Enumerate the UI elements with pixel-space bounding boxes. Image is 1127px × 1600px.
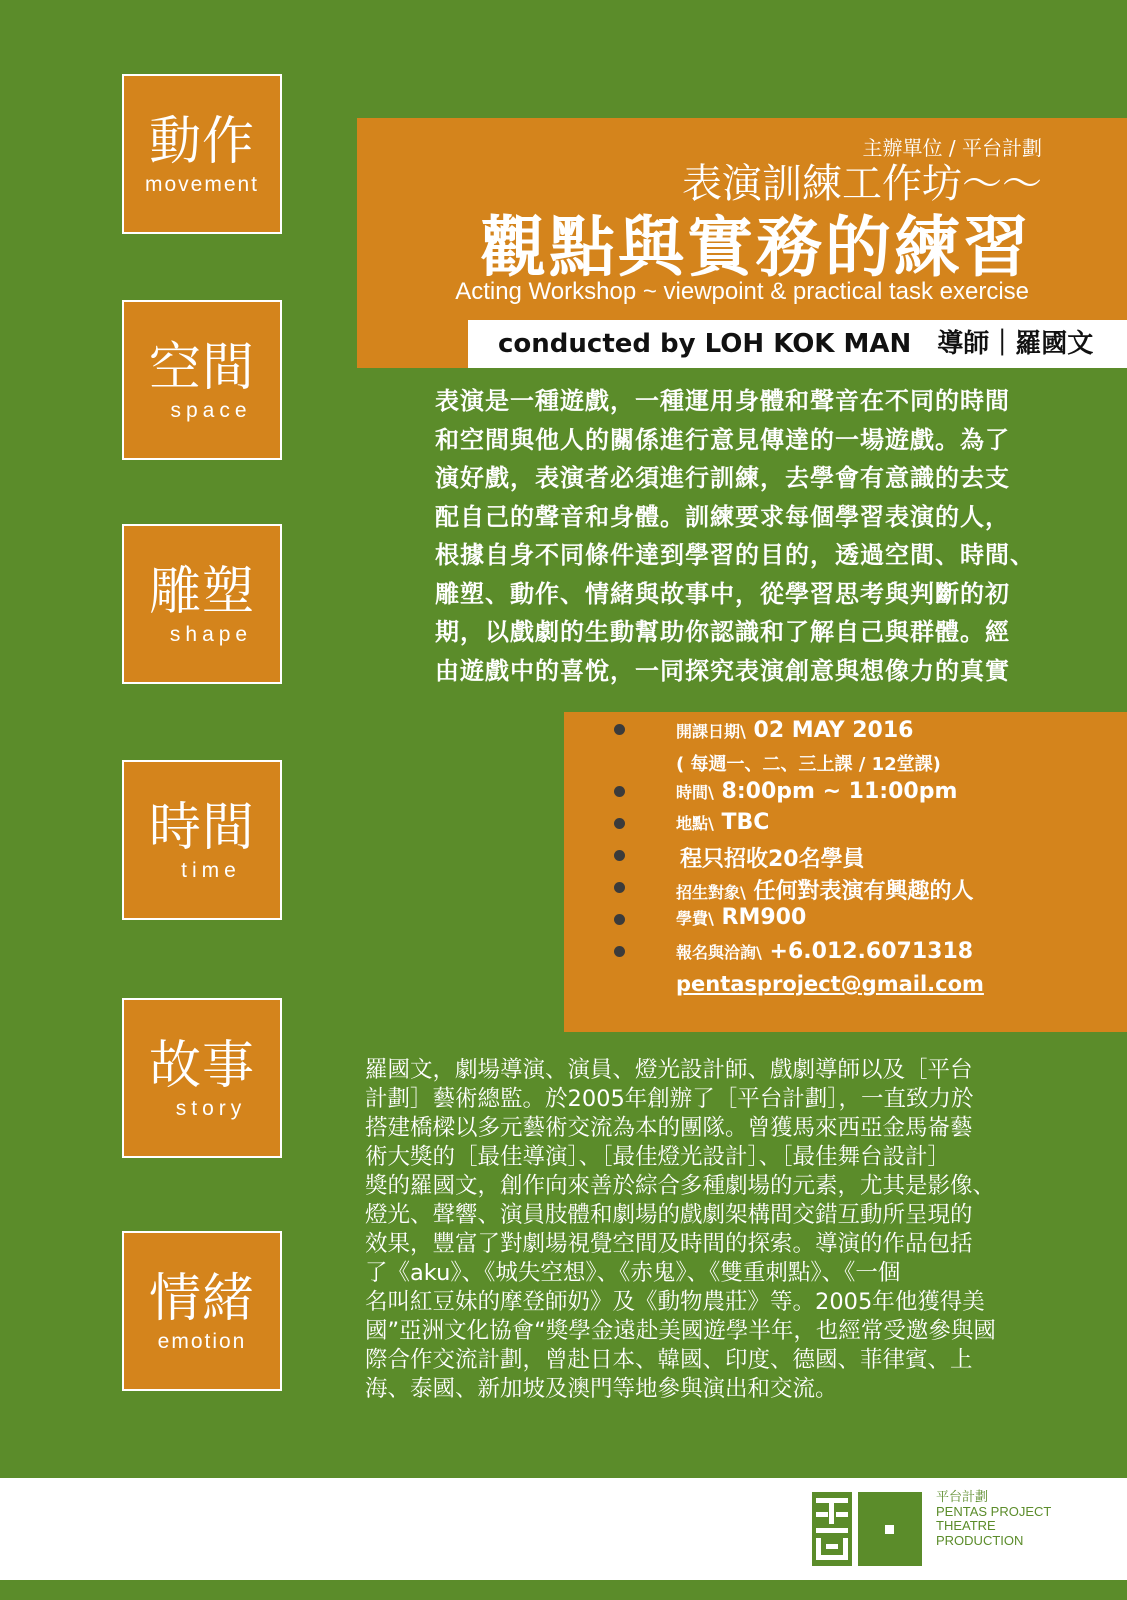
instructor-bar xyxy=(468,320,1127,368)
bio-line: 了《aku》、《城失空想》、《赤鬼》、《雙重刺點》、《一個 xyxy=(365,1260,901,1286)
workshop-english-title: Acting Workshop ~ viewpoint & practical task exercise xyxy=(455,278,1029,305)
tile-shape xyxy=(122,524,282,684)
intro-line: 根據自身不同條件達到學習的目的，透過空間、時間、 xyxy=(435,541,1035,569)
intro-line: 表演是一種遊戲，一種運用身體和聲音在不同的時間 xyxy=(435,387,1010,415)
bio-line: 際合作交流計劃，曾赴日本、韓國、印度、德國、菲律賓、上 xyxy=(365,1347,973,1373)
tile-space xyxy=(122,300,282,460)
logo-line: THEATRE xyxy=(936,1518,996,1533)
time-label: 時間\ xyxy=(676,783,714,802)
intro-line: 和空間與他人的關係進行意見傳達的一場遊戲。為了 xyxy=(435,425,1010,454)
tile-en: story xyxy=(175,1097,247,1120)
bullet-icon xyxy=(614,946,625,957)
audience-label: 招生對象\ xyxy=(676,883,746,902)
footer xyxy=(0,1478,1127,1580)
pentas-logo-icon xyxy=(812,1492,922,1566)
intro-line: 由遊戲中的喜悅，一同探究表演創意與想像力的真實 xyxy=(435,656,1010,685)
bio-line: 國”亞洲文化協會“獎學金遠赴美國遊學半年，也經常受邀參與國 xyxy=(365,1318,996,1344)
bullet-icon xyxy=(614,882,625,893)
intro-line: 雕塑、動作、情緒與故事中，從學習思考與判斷的初 xyxy=(435,579,1010,608)
audience-value: 任何對表演有興趣的人 xyxy=(753,879,974,904)
bio-line: 名叫紅豆妹的摩登師奶》及《動物農莊》等。2005年他獲得美 xyxy=(365,1289,985,1315)
logo-line: PENTAS PROJECT xyxy=(936,1503,1052,1519)
fee xyxy=(676,905,806,930)
bio-line: 海、泰國、新加坡及澳門等地參與演出和交流。 xyxy=(365,1376,838,1402)
contact xyxy=(676,939,973,964)
tile-en: time xyxy=(181,859,241,882)
workshop-title: 表演訓練工作坊～～ xyxy=(682,161,1042,207)
logo-line: 平台計劃 xyxy=(936,1489,989,1504)
intro-line: 配自己的聲音和身體。訓練要求每個學習表演的人， xyxy=(435,502,1010,531)
schedule-note: ( 每週一、二、三上課 / 12堂課) xyxy=(676,754,941,775)
bio-line: 計劃］藝術總監。於2005年創辦了［平台計劃］，一直致力於 xyxy=(365,1086,974,1112)
intro-line: 演好戲，表演者必須進行訓練，去學會有意識的去支 xyxy=(435,464,1010,492)
capacity: 程只招收20名學員 xyxy=(680,847,865,872)
contact-value: +6.012.6071318 xyxy=(769,939,974,964)
tile-time xyxy=(122,760,282,920)
contact-label: 報名與洽詢\ xyxy=(676,943,762,962)
bullet-icon xyxy=(614,724,625,735)
bio-line: 術大獎的［最佳導演］、［最佳燈光設計］、［最佳舞台設計］ xyxy=(365,1144,951,1170)
workshop-main-title: 觀點與實務的練習 xyxy=(480,209,1032,286)
tile-en: shape xyxy=(169,623,253,646)
logo-text xyxy=(936,1490,1051,1548)
bullet-icon xyxy=(614,786,625,797)
tile-en: space xyxy=(170,399,252,422)
tile-zh: 動作 xyxy=(148,112,255,172)
start-date-value: 02 MAY 2016 xyxy=(753,718,914,743)
intro-paragraph xyxy=(435,382,1075,690)
tile-emotion xyxy=(122,1231,282,1391)
tile-zh: 情緒 xyxy=(148,1269,255,1329)
audience xyxy=(676,874,974,905)
venue xyxy=(676,810,769,835)
bio-line: 羅國文，劇場導演、演員、燈光設計師、戲劇導師以及［平台 xyxy=(365,1057,973,1083)
bio-line: 獎的羅國文，創作向來善於綜合多種劇場的元素，尤其是影像、 xyxy=(365,1173,996,1199)
course-info-box xyxy=(564,712,1127,1032)
tile-zh: 故事 xyxy=(148,1036,255,1096)
start-date-label: 開課日期\ xyxy=(676,722,746,741)
time-value: 8:00pm ~ 11:00pm xyxy=(721,779,958,804)
fee-label: 學費\ xyxy=(676,909,714,928)
bio-line: 燈光、聲響、演員肢體和劇場的戲劇架構間交錯互動所呈現的 xyxy=(365,1202,973,1228)
bullet-icon xyxy=(614,818,625,829)
bullet-icon xyxy=(614,914,625,925)
logo-line: PRODUCTION xyxy=(936,1532,1024,1548)
instructor-bio xyxy=(365,1056,1065,1404)
venue-value: TBC xyxy=(721,810,770,835)
fee-value: RM900 xyxy=(721,905,807,930)
tile-story xyxy=(122,998,282,1158)
tile-movement xyxy=(122,74,282,234)
intro-line: 期，以戲劇的生動幫助你認識和了解自己與群體。經 xyxy=(435,618,1010,646)
tile-zh: 空間 xyxy=(148,338,255,398)
instructor-text: conducted by LOH KOK MAN 導師｜羅國文 xyxy=(498,329,1094,359)
venue-label: 地點\ xyxy=(676,814,714,833)
tile-en: emotion xyxy=(157,1330,247,1353)
class-time xyxy=(676,779,957,804)
start-date xyxy=(676,718,913,743)
bullet-icon xyxy=(614,850,625,861)
tile-zh: 時間 xyxy=(148,798,255,858)
bio-line: 效果，豐富了對劇場視覺空間及時間的探索。導演的作品包括 xyxy=(365,1231,973,1257)
email-link[interactable]: pentasproject@gmail.com xyxy=(676,972,984,996)
organizer-text: 主辦單位 / 平台計劃 xyxy=(862,136,1042,160)
bio-line: 搭建橋樑以多元藝術交流為本的團隊。曾獲馬來西亞金馬崙藝 xyxy=(365,1115,973,1141)
tile-zh: 雕塑 xyxy=(148,562,255,622)
tile-en: movement xyxy=(144,173,260,196)
